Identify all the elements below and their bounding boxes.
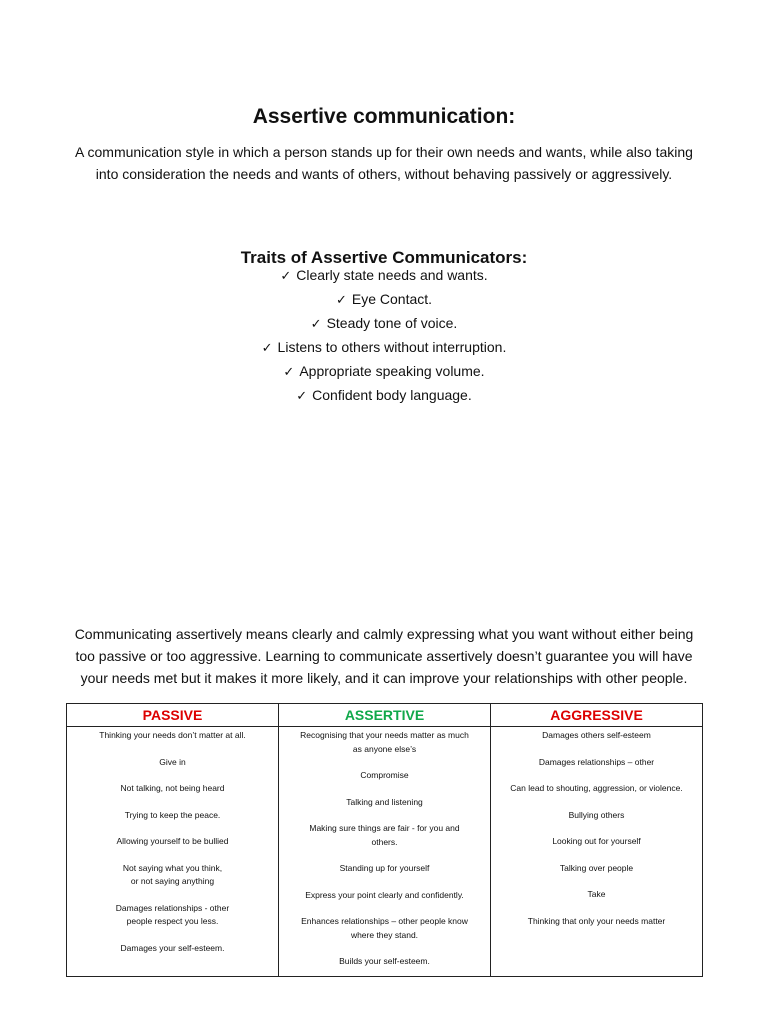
- trait-text: Appropriate speaking volume.: [299, 363, 485, 379]
- trait-text: Steady tone of voice.: [326, 315, 458, 331]
- list-item: Thinking your needs don’t matter at all.: [99, 730, 246, 740]
- list-item: Damages your self-esteem.: [120, 942, 225, 953]
- trait-item: [0, 288, 768, 312]
- list-item: Compromise: [360, 770, 409, 780]
- definition-paragraph: A communication style in which a person stands up for their own needs and wants, while also taking into consideration the needs and wants of others, without behaving passively or aggressively.: [75, 144, 693, 182]
- trait-item: [0, 384, 768, 408]
- passive-column-cell: [67, 727, 279, 977]
- assertive-column-cell: [279, 727, 491, 977]
- traits-heading: Traits of Assertive Communicators:: [240, 248, 528, 268]
- list-item: Express your point clearly and confidently.: [305, 889, 464, 900]
- list-item: Not saying what you think, or not saying anything: [122, 862, 223, 886]
- list-item: Damages relationships - other people respect you less.: [115, 902, 230, 926]
- list-item: Talking and listening: [346, 796, 423, 807]
- list-item: Can lead to shouting, aggression, or violence.: [510, 783, 683, 793]
- list-item: Thinking that only your needs matter: [527, 915, 666, 926]
- trait-text: Confident body language.: [312, 387, 472, 403]
- traits-list: [0, 264, 768, 408]
- table-header-row: [67, 704, 703, 727]
- list-item: Give in: [159, 756, 186, 767]
- checkmark-icon: ✓: [261, 341, 273, 356]
- aggressive-column-cell: [491, 727, 703, 977]
- checkmark-icon: ✓: [296, 389, 308, 404]
- passive-items-list: [67, 729, 278, 955]
- aggressive-items-list: [491, 729, 702, 928]
- comparison-table: [66, 703, 703, 977]
- trait-text: Clearly state needs and wants.: [296, 267, 488, 283]
- list-item: Not talking, not being heard: [120, 783, 225, 793]
- list-item: Looking out for yourself: [552, 836, 641, 846]
- list-item: Talking over people: [559, 862, 634, 873]
- aggressive-column-heading: AGGRESSIVE: [491, 704, 703, 727]
- trait-item: [0, 312, 768, 336]
- checkmark-icon: ✓: [335, 293, 347, 308]
- trait-text: Eye Contact.: [351, 291, 433, 307]
- list-item: Trying to keep the peace.: [124, 809, 221, 820]
- trait-item: [0, 360, 768, 384]
- checkmark-icon: ✓: [283, 365, 295, 380]
- list-item: Allowing yourself to be bullied: [116, 836, 229, 846]
- trait-item: [0, 336, 768, 360]
- checkmark-icon: ✓: [310, 317, 322, 332]
- list-item: Damages others self-esteem: [542, 730, 651, 740]
- passive-column-heading: PASSIVE: [67, 704, 279, 727]
- list-item: Making sure things are fair - for you and others.: [309, 823, 460, 847]
- assertive-items-list: [279, 729, 490, 969]
- list-item: Take: [587, 889, 606, 899]
- list-item: Builds your self-esteem.: [339, 956, 430, 966]
- list-item: Standing up for yourself: [339, 863, 430, 873]
- table-row: [67, 727, 703, 977]
- summary-paragraph: Communicating assertively means clearly and calmly expressing what you want without either being too passive or too aggressive. Learning to communicate assertively doesn’t guarantee you will have your needs met but it makes it more likely, and it can improve your relationships with other people.: [74, 626, 694, 686]
- list-item: Enhances relationships – other people know where they stand.: [301, 916, 468, 940]
- trait-item: [0, 264, 768, 288]
- list-item: Damages relationships – other: [538, 756, 655, 767]
- page-title: Assertive communication:: [252, 105, 516, 129]
- list-item: Bullying others: [568, 809, 625, 820]
- list-item: Recognising that your needs matter as much as anyone else’s: [300, 730, 469, 754]
- checkmark-icon: ✓: [280, 269, 292, 284]
- trait-text: Listens to others without interruption.: [277, 339, 507, 355]
- assertive-column-heading: ASSERTIVE: [279, 704, 491, 727]
